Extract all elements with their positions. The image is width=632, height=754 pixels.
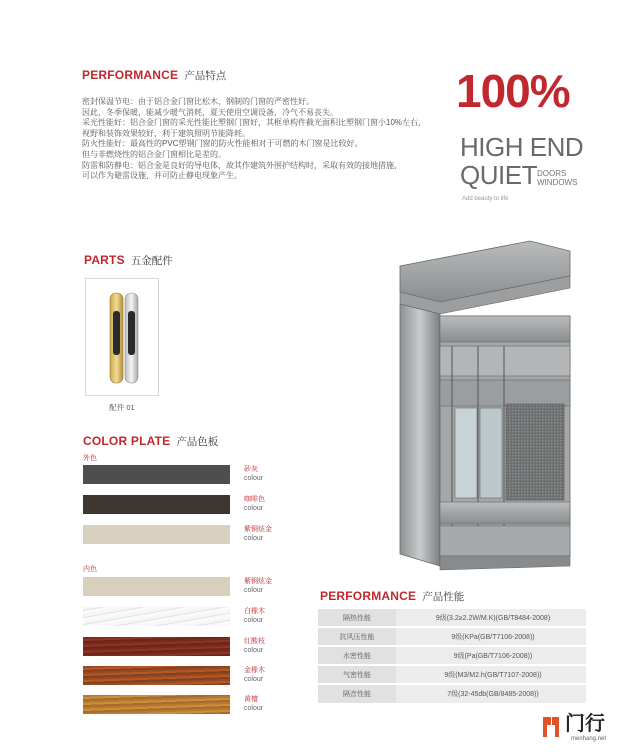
hero-percent: 100% xyxy=(456,65,570,117)
color-swatch-label xyxy=(244,667,265,684)
performance-line: 视野和装饰效果较好，利于建筑照明节能降耗。 xyxy=(82,128,250,138)
color-swatch xyxy=(83,465,230,484)
color-en: colour xyxy=(244,675,264,683)
hero-windows: WINDOWS xyxy=(537,178,578,187)
performance-description xyxy=(82,97,442,182)
color-swatch xyxy=(83,577,230,596)
performance-table xyxy=(318,607,586,703)
parts-title-en: PARTS xyxy=(84,253,125,267)
color-name: 紫铜炫金 xyxy=(244,526,272,533)
color-plate-heading xyxy=(83,432,218,450)
logo-url: menhang.net xyxy=(571,736,607,742)
interior-color-label: 内色 xyxy=(83,566,97,573)
row-value: 9级(Pa(GB/T7106-2008)) xyxy=(396,646,586,665)
color-swatch-label xyxy=(244,496,265,513)
row-value: 9级(3.2≥2.2W/M.K)(GB/T8484-2008) xyxy=(396,608,586,627)
table-row xyxy=(318,646,586,665)
hero-quiet: QUIET xyxy=(460,160,537,190)
color-swatch-label xyxy=(244,578,272,595)
hero-tagline: Add beauty to life xyxy=(462,196,509,202)
performance-line: 但与非燃烧性的铝合金门窗相比是差的。 xyxy=(82,149,226,159)
color-swatch xyxy=(83,607,230,626)
perf-table-heading xyxy=(320,587,464,605)
color-swatch-label xyxy=(244,466,263,483)
table-row xyxy=(318,608,586,627)
performance-title-en: PERFORMANCE xyxy=(82,68,179,82)
row-label: 水密性能 xyxy=(318,646,396,665)
row-label: 气密性能 xyxy=(318,665,396,684)
perf-table-title-en: PERFORMANCE xyxy=(320,589,417,603)
color-en: colour xyxy=(244,474,264,482)
row-label: 抗风压性能 xyxy=(318,627,396,646)
color-en: colour xyxy=(244,616,264,624)
color-name: 白橡木 xyxy=(244,608,265,615)
color-name: 金橡木 xyxy=(244,667,265,674)
color-swatch xyxy=(83,666,230,685)
color-swatch xyxy=(83,495,230,514)
color-swatch-label xyxy=(244,608,265,625)
color-swatch xyxy=(83,525,230,544)
performance-title-cn: 产品特点 xyxy=(184,70,227,82)
color-swatch xyxy=(83,637,230,656)
performance-heading xyxy=(82,66,226,84)
parts-title-cn: 五金配件 xyxy=(130,255,173,267)
table-row xyxy=(318,665,586,684)
row-value: 9级(KPa(GB/T7106-2008)) xyxy=(396,627,586,646)
hero-doors: DOORS xyxy=(537,169,567,178)
performance-line: 可以作为避雷设施，并可防止静电现象产生。 xyxy=(82,171,242,181)
color-swatch-label xyxy=(244,638,265,655)
table-row xyxy=(318,627,586,646)
performance-line: 防火性能好：最高性的PVC塑钢门窗的防火性能相对于可燃的木门窗是比较好。 xyxy=(82,139,363,149)
color-en: colour xyxy=(244,534,264,542)
table-row xyxy=(318,684,586,703)
color-en: colour xyxy=(244,586,264,594)
performance-line: 因此，冬季保暖，能减少暖气消耗，夏天使用空调设备，冷气不易丧失。 xyxy=(82,107,338,117)
color-name: 黄檀 xyxy=(244,696,258,703)
parts-heading xyxy=(84,251,173,269)
color-name: 红酸枝 xyxy=(244,638,265,645)
menhang-logo-icon xyxy=(541,715,561,739)
parts-caption: 配件 01 xyxy=(109,403,135,412)
hero-doors-windows xyxy=(537,169,577,187)
color-en: colour xyxy=(244,704,264,712)
color-plate-title-cn: 产品色板 xyxy=(176,436,219,448)
row-value: 9级(M3/M2.h(GB/T7107-2008)) xyxy=(396,665,586,684)
color-name: 紫铜炫金 xyxy=(244,578,272,585)
color-swatch xyxy=(83,695,230,714)
performance-line: 密封保温节电：由于铝合金门窗比松木、钢制的门窗的严密性好。 xyxy=(82,97,314,106)
color-swatch-label xyxy=(244,696,263,713)
logo-text: 门行 xyxy=(565,713,605,735)
performance-line: 防雷和防静电：铝合金是良好的导电体，故其作建筑外围护结构时，采取有效的接地措施， xyxy=(82,160,402,170)
row-value: 7级(32-45db(GB/8485-2008)) xyxy=(396,684,586,703)
row-label: 隔热性能 xyxy=(318,608,396,627)
window-handle-image xyxy=(86,279,160,397)
color-swatch-label xyxy=(244,526,272,543)
hero-high-end: HIGH END xyxy=(460,132,584,162)
row-label: 隔音性能 xyxy=(318,684,396,703)
color-en: colour xyxy=(244,504,264,512)
color-en: colour xyxy=(244,646,264,654)
perf-table-title-cn: 产品性能 xyxy=(422,591,465,603)
window-profile-image xyxy=(380,236,580,572)
color-name: 咖啡色 xyxy=(244,496,265,503)
performance-line: 采光性能好：铝合金门窗的采光性能比塑钢门窗好，其框单构件截光面积比塑钢门窗小10%左右， xyxy=(82,118,427,128)
color-name: 砂灰 xyxy=(244,466,258,473)
parts-image-frame xyxy=(85,278,159,396)
exterior-color-label: 外色 xyxy=(83,455,97,462)
color-plate-title-en: COLOR PLATE xyxy=(83,434,171,448)
